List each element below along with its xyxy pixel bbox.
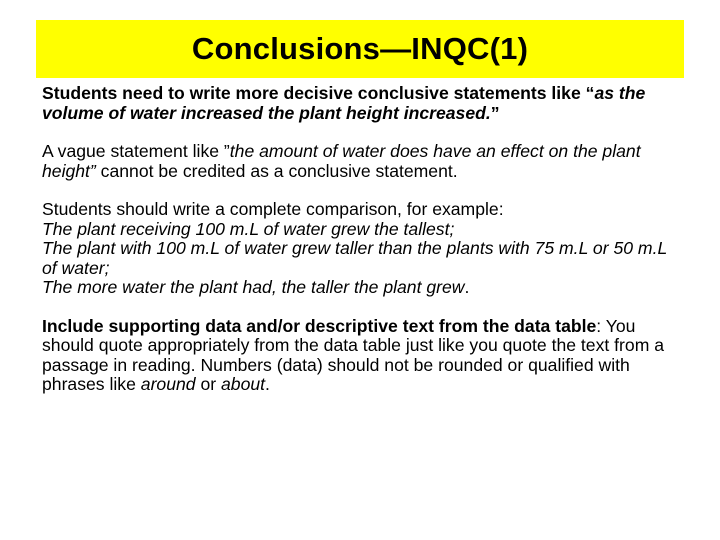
p3-line2: The plant with 100 m.L of water grew taller than the plants with 75 m.L or 50 m.L of water;: [42, 238, 667, 278]
p4-mid: or: [195, 374, 221, 394]
p2-close: cannot be credited as a conclusive statement.: [95, 160, 458, 181]
p1-lead: Students need to write more decisive conclusive statements like “: [42, 83, 595, 103]
p3-line3-end: .: [464, 277, 470, 297]
slide-body: [42, 84, 682, 414]
p4-word-around: around: [140, 374, 196, 394]
p3-lead: Students should write a complete comparison, for example:: [42, 199, 504, 219]
slide-title: Conclusions—INQC(1): [191, 31, 529, 66]
p1-close: ”: [490, 102, 500, 123]
paragraph-comparison: [42, 200, 682, 298]
paragraph-supporting-data: [42, 317, 682, 395]
p4-end: .: [265, 374, 270, 394]
p4-word-about: about: [221, 374, 266, 394]
p2-lead: A vague statement like ”: [42, 141, 230, 161]
p4-bold: Include supporting data and/or descriptive text from the data table: [42, 315, 597, 336]
p1-example: as the volume of water increased the plant height increased.: [42, 83, 646, 123]
p2-example: the amount of water does have an effect on the plant height”: [42, 141, 641, 181]
p3-line3: The more water the plant had, the taller the plant grew: [42, 277, 465, 297]
title-banner: [36, 20, 684, 78]
p4-text: : You should quote appropriately from the data table just like you quote the text from a passage in reading. Numbers (data) should not be rounded or qualified with phrases like: [42, 315, 665, 394]
paragraph-decisive-statements: [42, 84, 682, 123]
p3-line1: The plant receiving 100 m.L of water grew the tallest;: [42, 218, 455, 239]
paragraph-vague-statement: [42, 142, 682, 181]
